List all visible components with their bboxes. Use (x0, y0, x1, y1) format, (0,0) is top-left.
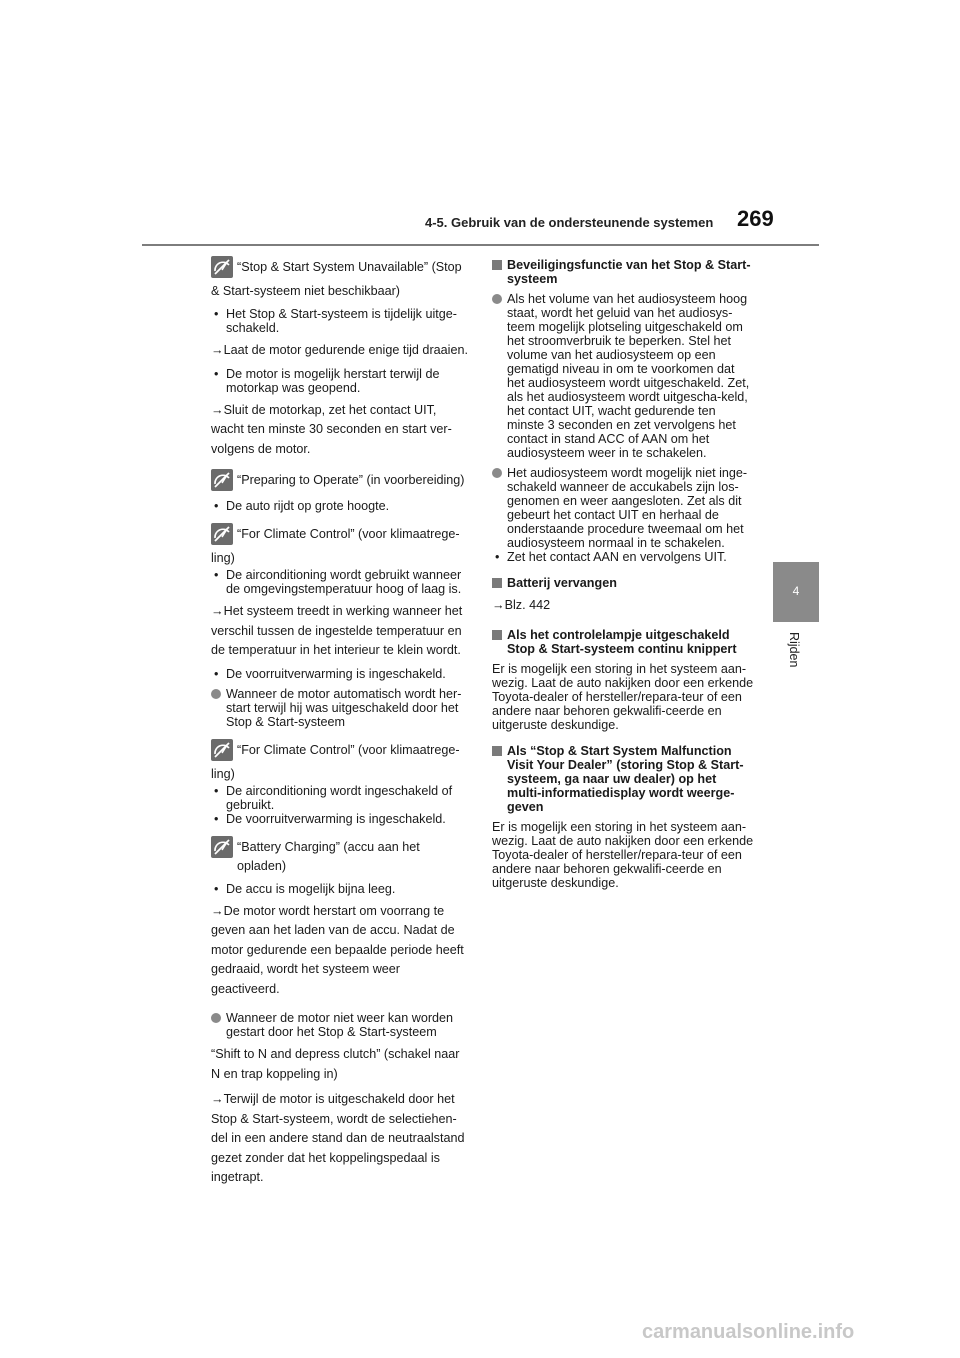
arrow-instruction: →De motor wordt herstart om voorrang te geven aan het laden van de accu. Nadat de motor gedurende een bepaalde periode heeft gedraaid, wordt het systeem weer geactiveerd. (211, 903, 464, 996)
gray-square-icon (492, 260, 502, 270)
right-column (492, 258, 754, 896)
note-text: Wanneer de motor automatisch wordt her-start terwijl hij was uitgeschakeld door het Stop & Start-systeem (226, 686, 462, 729)
message-text: “For Climate Control” (voor klimaatrege- (237, 742, 460, 757)
message-unavailable (211, 258, 469, 280)
bullet-item: • De motor is mogelijk herstart terwijl de motorkap was geopend. (211, 367, 469, 395)
paragraph: Er is mogelijk een storing in het systeem aan-wezig. Laat de auto nakijken door een erkende Toyota-dealer of hersteller/repara-teur of een andere naar behoren gekwalifi-ceerde en uitgeruste deskundige. (492, 661, 754, 732)
arrow-instruction: →Het systeem treedt in werking wanneer het verschil tussen de ingestelde temperatuur en de temperatuur in het interieur te klein wordt. (211, 604, 463, 657)
note-item (211, 1011, 469, 1039)
message-climate-1 (211, 525, 469, 547)
heading-text: Als “Stop & Start System Malfunction Visit Your Dealer” (storing Stop & Start-systeem, ga naar uw dealer) op het multi-informatiedisplay wordt weerge-geven (507, 743, 744, 814)
message-continuation: & Start-systeem niet beschikbaar) (211, 284, 400, 298)
message-text: “Battery Charging” (accu aan het opladen) (237, 839, 420, 873)
note-item (492, 466, 754, 550)
note-text: Wanneer de motor niet weer kan worden gestart door het Stop & Start-systeem (226, 1011, 454, 1039)
bullet-item: • De voorruitverwarming is ingeschakeld. (211, 667, 469, 681)
gray-dot-icon (492, 468, 502, 478)
bullet-item: • Zet het contact AAN en vervolgens UIT. (492, 550, 754, 564)
note-item (492, 292, 754, 460)
chapter-tab (773, 562, 819, 622)
section-heading (492, 744, 754, 814)
note-text: Het audiosysteem wordt mogelijk niet inge-schakeld wanneer de accukabels zijn los-genomen en weer aangesloten. Zet als dit gebeurt het contact UIT en herhaal de onderstaande procedure tweemaal om het audiosysteem normaal in te schakelen. (507, 466, 748, 550)
note-text: Als het volume van het audiosysteem hoog staat, wordt het geluid van het audiosys-teem mogelijk plotseling uitgeschakeld om het stroomverbruik te beperken. Stel het volume van het audiosysteem op een gematigd niveau in om te voorkomen dat het audiosysteem wordt uitgeschakeld. Zet, als het audiosysteem wordt uitgescha-keld, het contact UIT, wacht gedurende ten minste 3 seconden en zet vervolgens het contact in stand ACC of AAN om het audiosysteem weer in te schakelen. (507, 292, 750, 460)
bullet-item: • De airconditioning wordt gebruikt wanneer de omgevingstemperatuur hoog of laag is. (211, 568, 469, 596)
message-text: “Preparing to Operate” (in voorbereiding) (237, 473, 465, 487)
message-preparing (211, 471, 469, 493)
message-battery (211, 838, 469, 876)
bullet-item: • De airconditioning wordt ingeschakeld of gebruikt. (211, 784, 469, 812)
message-text: “For Climate Control” (voor klimaatrege- (237, 527, 460, 541)
stop-start-gauge-icon (211, 836, 233, 858)
section-heading (492, 258, 754, 286)
chapter-tab-number: 4 (792, 584, 800, 598)
left-column (211, 258, 469, 1194)
message-climate-2 (211, 741, 469, 763)
page-number: 269 (737, 206, 774, 231)
bullet-item: • De voorruitverwarming is ingeschakeld. (211, 812, 469, 826)
gray-dot-icon (492, 294, 502, 304)
stop-start-gauge-icon (211, 256, 233, 278)
heading-text: Beveiligingsfunctie van het Stop & Start-systeem (507, 258, 751, 286)
header-title: 4-5. Gebruik van de ondersteunende systemen (425, 215, 714, 230)
message-continuation: ling) (211, 766, 235, 781)
arrow-instruction: →Blz. 442 (492, 598, 551, 612)
section-heading (492, 628, 754, 656)
gray-square-icon (492, 578, 502, 588)
gray-dot-icon (211, 689, 221, 699)
arrow-instruction: →Laat de motor gedurende enige tijd draaien. (211, 343, 468, 357)
header-rule (142, 244, 819, 246)
bullet-item: • Het Stop & Start-systeem is tijdelijk uitge-schakeld. (211, 307, 469, 335)
gray-dot-icon (211, 1013, 221, 1023)
note-item (211, 687, 469, 729)
stop-start-gauge-icon (211, 739, 233, 761)
stop-start-gauge-icon (211, 523, 233, 545)
chapter-label: Rijden (787, 632, 801, 668)
heading-text: Als het controlelampje uitgeschakeld Stop & Start-systeem continu knippert (507, 627, 737, 656)
watermark: carmanualsonline.info (642, 1321, 855, 1343)
stop-start-gauge-icon (211, 469, 233, 491)
gray-square-icon (492, 630, 502, 640)
paragraph: Er is mogelijk een storing in het systeem aan-wezig. Laat de auto nakijken door een erkende Toyota-dealer of hersteller/repara-teur of een andere naar behoren gekwalifi-ceerde en uitgeruste deskundige. (492, 819, 754, 890)
message-continuation: ling) (211, 551, 235, 565)
message-text: “Stop & Start System Unavailable” (Stop (237, 260, 462, 274)
arrow-instruction: →Sluit de motorkap, zet het contact UIT, wacht ten minste 30 seconden en start ver-volgens de motor. (211, 402, 452, 456)
bullet-item: • De auto rijdt op grote hoogte. (211, 499, 469, 513)
arrow-instruction: →Terwijl de motor is uitgeschakeld door het Stop & Start-systeem, wordt de selectiehen-del in een andere stand dan de neutraalstand gezet zonder dat het koppelingspedaal is ingetrapt. (211, 1092, 465, 1184)
bullet-item: • De accu is mogelijk bijna leeg. (211, 882, 469, 896)
section-heading (492, 576, 754, 590)
message-shift-to-n: “Shift to N and depress clutch” (schakel naar N en trap koppeling in) (211, 1047, 460, 1081)
heading-text: Batterij vervangen (507, 576, 617, 590)
gray-square-icon (492, 746, 502, 756)
